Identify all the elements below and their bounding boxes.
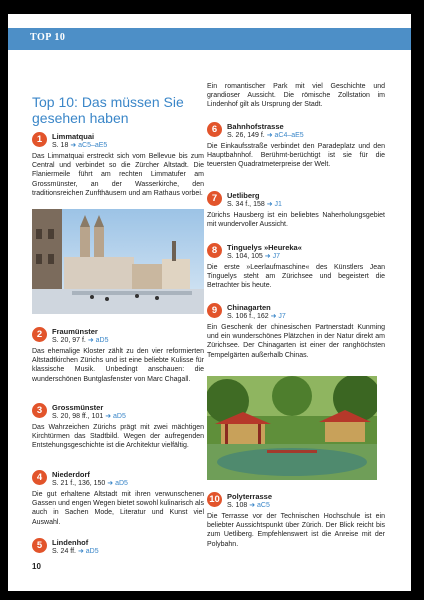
item-description: Zürichs Hausberg ist ein beliebtes Naherholungsgebiet mit wundervoller Aussicht. [207,212,385,229]
map-arrow-icon: ➜ aD5 [105,413,126,420]
number-badge: 6 [207,122,222,137]
page-title: Top 10: Das müssen Sie gesehen haben [32,94,184,126]
item-title: Tinguelys »Heureka« [227,243,302,252]
number-badge: 1 [32,132,47,147]
number-badge: 10 [207,492,222,507]
map-arrow-icon: ➜ aD5 [87,337,109,344]
item-reference: S. 24 ff. ➜ aD5 [52,548,99,555]
map-arrow-icon: ➜ aD5 [107,480,128,487]
map-arrow-icon: ➜ aD5 [77,548,99,555]
section-header-label: TOP 10 [30,32,66,43]
map-arrow-icon: ➜ J7 [270,313,286,320]
lindenhof-description: Ein romantischer Park mit viel Geschichte und grandioser Aussicht. Die römische Zollstation im Lindenhof gilt als Ursprung der Stadt. [207,83,385,109]
item-description: Die gut erhaltene Altstadt mit ihren verwunschenen Gassen und engen Wegen bietet sowohl kulinarisch als auch in Sachen Mode, Literatur und Kunst viel Auswahl. [32,491,204,526]
item-title: Bahnhofstrasse [227,122,284,131]
number-badge: 7 [207,191,222,206]
map-arrow-icon: ➜ J7 [264,253,280,260]
section-header-bar [8,28,411,50]
item-description: Das ehemalige Kloster zählt zu den vier reformierten Altstadtkirchen Zürichs und ist eine beliebte Kulisse für klassische Musik. Unbedingt anschauen: die wunderschönen Buntglasfenster von Marc Chagall. [32,348,204,383]
item-reference: S. 20, 98 ff., 101 ➜ aD5 [52,413,126,420]
item-title: Grossmünster [52,403,104,412]
item-title: Uetliberg [227,191,260,200]
item-title: Polyterrasse [227,492,273,501]
item-reference: S. 20, 97 f. ➜ aD5 [52,337,109,344]
item-description: Die Terrasse vor der Technischen Hochschule ist ein beliebter Aussichtspunkt über Zürich. Der Blick reicht bis zum Uetliberg. Empfehlenswert ist die Anreise mit der Polybahn. [207,513,385,548]
map-arrow-icon: ➜ aC4–aE5 [266,132,304,139]
item-description: Ein Geschenk der chinesischen Partnerstadt Kunming und ein wunderschönes Plätzchen in der Natur direkt am Zürichsee. Der Chinagarten ist einer der ranghöchsten Tempelgärten außerhalb Chinas. [207,324,385,359]
item-reference: S. 26, 149 f. ➜ aC4–aE5 [227,132,304,139]
item-reference: S. 34 f., 158 ➜ J1 [227,201,282,208]
item-title: Lindenhof [52,538,89,547]
item-description: Die Einkaufsstraße verbindet den Paradeplatz und den Hauptbahnhof. Berühmt-berüchtigt ist sie für die teuersten Quadratmeterpreise der Welt. [207,143,385,169]
map-arrow-icon: ➜ aC5 [249,502,270,509]
number-badge: 2 [32,327,47,342]
guidebook-page [8,14,411,591]
number-badge: 5 [32,538,47,553]
item-description: Die erste »Leerlaufmaschine« des Künstlers Jean Tinguelys steht am Zürichsee und begeistert die Betrachter bis heute. [207,264,385,290]
item-reference: S. 18 ➜ aC5–aE5 [52,142,108,149]
number-badge: 8 [207,243,222,258]
item-reference: S. 21 f., 136, 150 ➜ aD5 [52,480,128,487]
item-title: Chinagarten [227,303,271,312]
item-reference: S. 108 ➜ aC5 [227,502,270,509]
number-badge: 9 [207,303,222,318]
item-description: Das Limmatquai erstreckt sich vom Bellevue bis zum Central und verbindet so die Zürcher Altstadt. Die Flaniermeile führt am rechten Limmatufer am Grossmünster, an der Wasserkirche, den traditionsreichen Zunfthäusern und am Rathaus vorbei. [32,153,204,197]
map-arrow-icon: ➜ aC5–aE5 [70,142,108,149]
number-badge: 3 [32,403,47,418]
map-arrow-icon: ➜ J1 [266,201,282,208]
item-reference: S. 106 f., 162 ➜ J7 [227,313,286,320]
number-badge: 4 [32,470,47,485]
item-title: Limmatquai [52,132,95,141]
photo-limmatquai [32,209,204,314]
page-number: 10 [32,562,41,571]
item-description: Das Wahrzeichen Zürichs prägt mit zwei mächtigen Kirchtürmen das Stadtbild. Wegen der aufregenden Entstehungsgeschichte ist die Architektur vielfältig. [32,424,204,450]
item-title: Niederdorf [52,470,90,479]
item-reference: S. 104, 105 ➜ J7 [227,253,280,260]
photo-chinagarten [207,376,377,480]
item-title: Fraumünster [52,327,98,336]
